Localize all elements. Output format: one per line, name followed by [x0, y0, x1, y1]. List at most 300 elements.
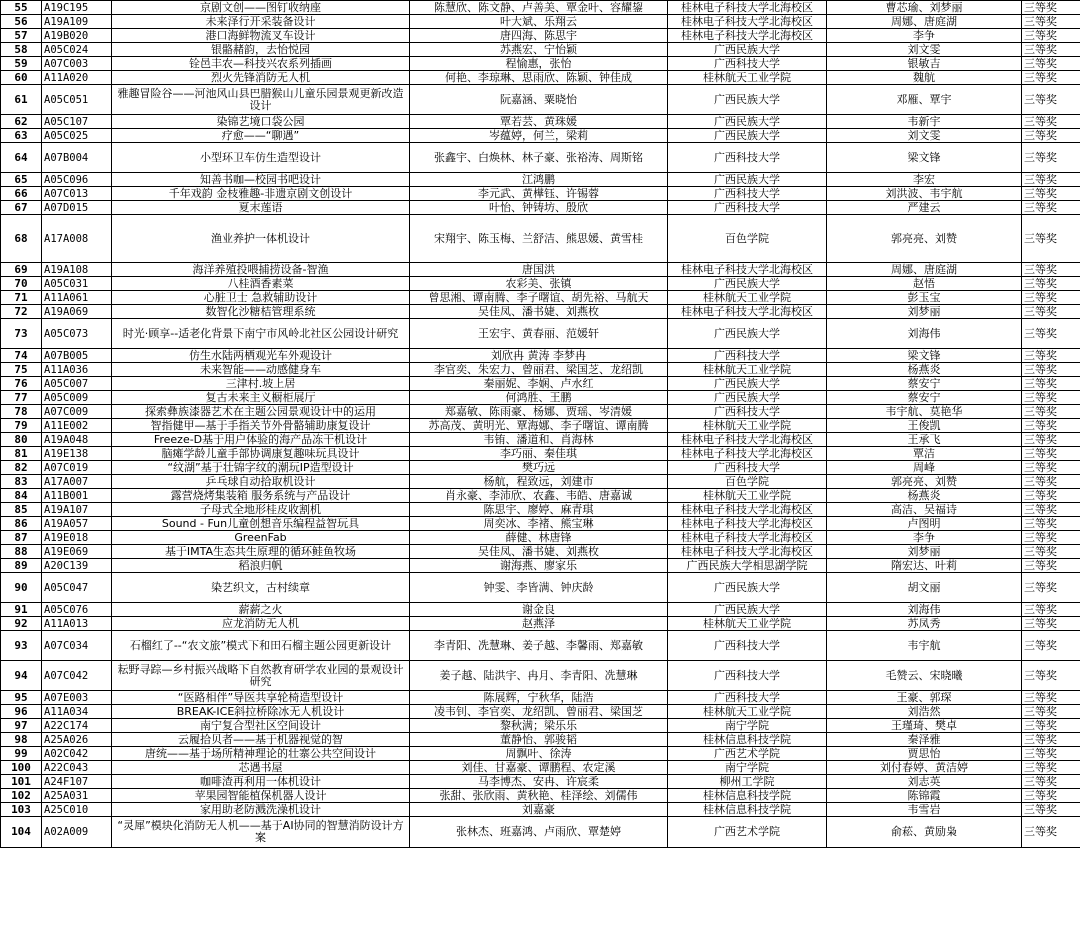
row-number-cell: 83 [1, 475, 42, 489]
advisor-names-cell: 邓雁、覃宇 [827, 85, 1022, 115]
advisor-names-cell: 蔡安宁 [827, 377, 1022, 391]
entry-code-cell: A05C073 [42, 319, 112, 349]
row-number-cell: 73 [1, 319, 42, 349]
row-number-cell: 98 [1, 733, 42, 747]
row-number-cell: 97 [1, 719, 42, 733]
row-number-cell: 61 [1, 85, 42, 115]
advisor-names-cell: 梁文锋 [827, 349, 1022, 363]
row-number-cell: 62 [1, 115, 42, 129]
entry-title-cell: 疗愈——“聊遇” [112, 129, 410, 143]
award-level-cell: 三等奖 [1022, 291, 1080, 305]
entry-title-cell: 银骼赭韵，去怡悦园 [112, 43, 410, 57]
team-members-cell: 李巧丽、秦佳琪 [410, 447, 668, 461]
school-name-cell: 桂林航天工业学院 [668, 419, 827, 433]
advisor-names-cell: 银敏吉 [827, 57, 1022, 71]
team-members-cell: 刘佳、甘嘉豪、谭鹏程、农定溪 [410, 761, 668, 775]
team-members-cell: 苏高茂、黄明光、覃海娜、李子曙谊、谭南腾 [410, 419, 668, 433]
school-name-cell: 百色学院 [668, 475, 827, 489]
advisor-names-cell: 俞菘、黄励枭 [827, 817, 1022, 848]
school-name-cell: 广西民族大学 [668, 603, 827, 617]
award-level-cell: 三等奖 [1022, 201, 1080, 215]
award-level-cell: 三等奖 [1022, 363, 1080, 377]
advisor-names-cell: 李宏 [827, 173, 1022, 187]
entry-title-cell: 海洋养殖投喂捕捞设备-智渔 [112, 263, 410, 277]
entry-code-cell: A25A031 [42, 789, 112, 803]
award-level-cell: 三等奖 [1022, 447, 1080, 461]
team-members-cell: 叶大斌、乐翔云 [410, 15, 668, 29]
award-level-cell: 三等奖 [1022, 559, 1080, 573]
entry-title-cell: 染艺织文，古村续章 [112, 573, 410, 603]
team-members-cell: 刘嘉豪 [410, 803, 668, 817]
entry-code-cell: A19B020 [42, 29, 112, 43]
entry-title-cell: 渔业养护一体机设计 [112, 215, 410, 263]
award-level-cell: 三等奖 [1022, 661, 1080, 691]
team-members-cell: 陈展辉，宁秋华，陆浩 [410, 691, 668, 705]
award-level-cell: 三等奖 [1022, 115, 1080, 129]
entry-title-cell: 雅趣冒险谷——河池风山县巴腊猴山儿童乐园景观更新改造设计 [112, 85, 410, 115]
row-number-cell: 95 [1, 691, 42, 705]
entry-code-cell: A05C007 [42, 377, 112, 391]
advisor-names-cell: 杨燕炎 [827, 489, 1022, 503]
entry-title-cell: 仿生水陆两栖观光车外观设计 [112, 349, 410, 363]
entry-code-cell: A07E003 [42, 691, 112, 705]
advisor-names-cell: 周峰 [827, 461, 1022, 475]
entry-code-cell: A05C047 [42, 573, 112, 603]
table-row [1, 377, 1080, 391]
entry-title-cell: 烈火先锋消防无人机 [112, 71, 410, 85]
entry-title-cell: 复古未来主义橱柜展厅 [112, 391, 410, 405]
award-level-cell: 三等奖 [1022, 405, 1080, 419]
entry-title-cell: “医路相伴”导医共享轮椅造型设计 [112, 691, 410, 705]
table-row [1, 617, 1080, 631]
table-row [1, 363, 1080, 377]
entry-code-cell: A20C139 [42, 559, 112, 573]
award-level-cell: 三等奖 [1022, 305, 1080, 319]
award-level-cell: 三等奖 [1022, 747, 1080, 761]
entry-code-cell: A11A013 [42, 617, 112, 631]
entry-title-cell: 知善书咖—校园书吧设计 [112, 173, 410, 187]
school-name-cell: 桂林航天工业学院 [668, 705, 827, 719]
team-members-cell: 张林杰、班嘉鸿、卢雨欣、覃楚婷 [410, 817, 668, 848]
row-number-cell: 101 [1, 775, 42, 789]
school-name-cell: 广西科技大学 [668, 187, 827, 201]
school-name-cell: 广西民族大学 [668, 391, 827, 405]
team-members-cell: 唐四海、陈思宇 [410, 29, 668, 43]
school-name-cell: 桂林电子科技大学北海校区 [668, 545, 827, 559]
school-name-cell: 桂林电子科技大学北海校区 [668, 29, 827, 43]
entry-title-cell: “灵犀”模块化消防无人机——基于AI协同的智慧消防设计方案 [112, 817, 410, 848]
advisor-names-cell: 刘洪波、韦宇航 [827, 187, 1022, 201]
table-row [1, 489, 1080, 503]
entry-code-cell: A17A007 [42, 475, 112, 489]
school-name-cell: 广西民族大学 [668, 319, 827, 349]
team-members-cell: 周奕冰、李褚、熊宝琳 [410, 517, 668, 531]
row-number-cell: 87 [1, 531, 42, 545]
entry-title-cell: 咖啡渣再利用一体机设计 [112, 775, 410, 789]
school-name-cell: 桂林电子科技大学北海校区 [668, 305, 827, 319]
entry-title-cell: 稻浪归帆 [112, 559, 410, 573]
award-level-cell: 三等奖 [1022, 57, 1080, 71]
school-name-cell: 桂林航天工业学院 [668, 363, 827, 377]
school-name-cell: 桂林电子科技大学北海校区 [668, 1, 827, 15]
row-number-cell: 78 [1, 405, 42, 419]
table-row [1, 517, 1080, 531]
table-row [1, 747, 1080, 761]
school-name-cell: 广西民族大学 [668, 129, 827, 143]
advisor-names-cell: 刘文雯 [827, 129, 1022, 143]
entry-title-cell: BREAK-ICE斜拉桥除冰无人机设计 [112, 705, 410, 719]
advisor-names-cell: 刘付春婷、黄洁婷 [827, 761, 1022, 775]
team-members-cell: 程愉惠，张怡 [410, 57, 668, 71]
row-number-cell: 55 [1, 1, 42, 15]
award-level-cell: 三等奖 [1022, 1, 1080, 15]
entry-title-cell: 时光·顾享--适老化背景下南宁市风岭北社区公园设计研究 [112, 319, 410, 349]
table-row [1, 691, 1080, 705]
entry-code-cell: A19A048 [42, 433, 112, 447]
school-name-cell: 广西民族大学相思湖学院 [668, 559, 827, 573]
team-members-cell: 刘欣冉 黄涛 李梦冉 [410, 349, 668, 363]
award-level-cell: 三等奖 [1022, 573, 1080, 603]
team-members-cell: 何鸿胜、王鹏 [410, 391, 668, 405]
entry-title-cell: 基于IMTA生态共生原理的循环鲑鱼牧场 [112, 545, 410, 559]
entry-code-cell: A07C013 [42, 187, 112, 201]
entry-code-cell: A11A061 [42, 291, 112, 305]
row-number-cell: 57 [1, 29, 42, 43]
row-number-cell: 92 [1, 617, 42, 631]
school-name-cell: 百色学院 [668, 215, 827, 263]
team-members-cell: 李青阳、冼慧琳、姜子越、李馨雨、郑嘉敏 [410, 631, 668, 661]
entry-code-cell: A05C107 [42, 115, 112, 129]
entry-code-cell: A07C042 [42, 661, 112, 691]
award-level-cell: 三等奖 [1022, 817, 1080, 848]
entry-title-cell: 港口海鲜物流叉车设计 [112, 29, 410, 43]
row-number-cell: 59 [1, 57, 42, 71]
row-number-cell: 74 [1, 349, 42, 363]
table-row [1, 201, 1080, 215]
advisor-names-cell: 周娜、唐庭湖 [827, 15, 1022, 29]
row-number-cell: 102 [1, 789, 42, 803]
entry-title-cell: 乒乓球自动拾取机设计 [112, 475, 410, 489]
table-row [1, 1, 1080, 15]
entry-title-cell: 云履拾贝者——基于机器视觉的智 [112, 733, 410, 747]
school-name-cell: 广西民族大学 [668, 115, 827, 129]
row-number-cell: 65 [1, 173, 42, 187]
advisor-names-cell: 刘浩然 [827, 705, 1022, 719]
school-name-cell: 桂林信息科技学院 [668, 789, 827, 803]
team-members-cell: 周飘叶、徐涛 [410, 747, 668, 761]
team-members-cell: 钟雯、李皆满、钟庆龄 [410, 573, 668, 603]
row-number-cell: 75 [1, 363, 42, 377]
team-members-cell: 何艳、李琼琳、思雨欣、陈颖、钟佳成 [410, 71, 668, 85]
entry-code-cell: A05C076 [42, 603, 112, 617]
entry-title-cell: 染锦艺境口袋公园 [112, 115, 410, 129]
team-members-cell: 赵燕泽 [410, 617, 668, 631]
entry-code-cell: A19A109 [42, 15, 112, 29]
entry-code-cell: A19A057 [42, 517, 112, 531]
table-row [1, 173, 1080, 187]
team-members-cell: 曾思湘、谭南腾、李子曙谊、胡先裕、马航天 [410, 291, 668, 305]
table-row [1, 705, 1080, 719]
entry-title-cell: 脑瘫学龄儿童手部协调康复趣味玩具设计 [112, 447, 410, 461]
award-level-cell: 三等奖 [1022, 71, 1080, 85]
school-name-cell: 桂林电子科技大学北海校区 [668, 15, 827, 29]
award-level-cell: 三等奖 [1022, 691, 1080, 705]
entry-title-cell: 南宁复合型社区空间设计 [112, 719, 410, 733]
team-members-cell: 李元武、黄樺钰、许锡蓉 [410, 187, 668, 201]
entry-code-cell: A05C051 [42, 85, 112, 115]
award-level-cell: 三等奖 [1022, 617, 1080, 631]
entry-code-cell: A07D015 [42, 201, 112, 215]
row-number-cell: 76 [1, 377, 42, 391]
entry-title-cell: 铨邑丰农—科技兴农系列插画 [112, 57, 410, 71]
advisor-names-cell: 杨燕炎 [827, 363, 1022, 377]
table-row [1, 305, 1080, 319]
team-members-cell: 马李博杰、安冉、许宸柔 [410, 775, 668, 789]
award-level-cell: 三等奖 [1022, 475, 1080, 489]
row-number-cell: 82 [1, 461, 42, 475]
row-number-cell: 91 [1, 603, 42, 617]
entry-title-cell: 露营烧烤集装箱 服务系统与产品设计 [112, 489, 410, 503]
table-row [1, 775, 1080, 789]
advisor-names-cell: 刘海伟 [827, 603, 1022, 617]
school-name-cell: 广西艺术学院 [668, 747, 827, 761]
table-row [1, 277, 1080, 291]
school-name-cell: 桂林电子科技大学北海校区 [668, 433, 827, 447]
entry-code-cell: A05C009 [42, 391, 112, 405]
table-row [1, 115, 1080, 129]
team-members-cell: 王宏宇、黄春丽、范媛轩 [410, 319, 668, 349]
school-name-cell: 南宁学院 [668, 761, 827, 775]
award-level-cell: 三等奖 [1022, 129, 1080, 143]
row-number-cell: 68 [1, 215, 42, 263]
entry-title-cell: 家用助老防溅洗澡机设计 [112, 803, 410, 817]
award-level-cell: 三等奖 [1022, 789, 1080, 803]
entry-code-cell: A05C096 [42, 173, 112, 187]
row-number-cell: 93 [1, 631, 42, 661]
entry-code-cell: A11E002 [42, 419, 112, 433]
advisor-names-cell: 刘志英 [827, 775, 1022, 789]
award-level-cell: 三等奖 [1022, 43, 1080, 57]
entry-title-cell: 三津村.坡上居 [112, 377, 410, 391]
team-members-cell: 覃若芸、黄珠媛 [410, 115, 668, 129]
school-name-cell: 桂林信息科技学院 [668, 803, 827, 817]
award-level-cell: 三等奖 [1022, 215, 1080, 263]
table-row [1, 733, 1080, 747]
advisor-names-cell: 韦宇航 [827, 631, 1022, 661]
table-row [1, 349, 1080, 363]
team-members-cell: 叶怡、钟铸坊、殷欣 [410, 201, 668, 215]
advisor-names-cell: 曹芯瑜、刘梦丽 [827, 1, 1022, 15]
table-row [1, 291, 1080, 305]
row-number-cell: 67 [1, 201, 42, 215]
award-level-cell: 三等奖 [1022, 173, 1080, 187]
team-members-cell: 郑嘉敏、陈雨豪、杨娜、贾瑶、岑清媛 [410, 405, 668, 419]
school-name-cell: 南宁学院 [668, 719, 827, 733]
table-row [1, 559, 1080, 573]
award-level-cell: 三等奖 [1022, 517, 1080, 531]
row-number-cell: 69 [1, 263, 42, 277]
entry-title-cell: 数智化沙糖桔管理系统 [112, 305, 410, 319]
school-name-cell: 广西民族大学 [668, 277, 827, 291]
award-level-cell: 三等奖 [1022, 433, 1080, 447]
school-name-cell: 广西科技大学 [668, 405, 827, 419]
team-members-cell: 宋翔宇、陈玉梅、兰舒洁、熊思媛、黄雪桂 [410, 215, 668, 263]
team-members-cell: 樊巧远 [410, 461, 668, 475]
table-row [1, 391, 1080, 405]
row-number-cell: 99 [1, 747, 42, 761]
entry-code-cell: A19E018 [42, 531, 112, 545]
advisor-names-cell: 王俊凯 [827, 419, 1022, 433]
row-number-cell: 90 [1, 573, 42, 603]
entry-title-cell: 子母式全地形桂皮收割机 [112, 503, 410, 517]
entry-code-cell: A19A069 [42, 305, 112, 319]
school-name-cell: 广西民族大学 [668, 573, 827, 603]
table-row [1, 661, 1080, 691]
advisor-names-cell: 覃洁 [827, 447, 1022, 461]
entry-title-cell: Sound - Fun儿童创想音乐编程益智玩具 [112, 517, 410, 531]
advisor-names-cell: 刘海伟 [827, 319, 1022, 349]
entry-code-cell: A02C042 [42, 747, 112, 761]
award-level-cell: 三等奖 [1022, 277, 1080, 291]
team-members-cell: 吴佳凤、潘书婕、刘燕枚 [410, 545, 668, 559]
school-name-cell: 广西民族大学 [668, 377, 827, 391]
school-name-cell: 桂林航天工业学院 [668, 489, 827, 503]
entry-code-cell: A24F107 [42, 775, 112, 789]
team-members-cell: 江鸿鹏 [410, 173, 668, 187]
school-name-cell: 广西民族大学 [668, 173, 827, 187]
award-level-cell: 三等奖 [1022, 419, 1080, 433]
award-level-cell: 三等奖 [1022, 391, 1080, 405]
entry-title-cell: 耘野寻踪—乡村振兴战略下自然教育研学农业园的景观设计研究 [112, 661, 410, 691]
row-number-cell: 89 [1, 559, 42, 573]
team-members-cell: 张甜、张欣雨、黄秋艳、桂泽绘、刘儒伟 [410, 789, 668, 803]
table-row [1, 405, 1080, 419]
row-number-cell: 66 [1, 187, 42, 201]
row-number-cell: 63 [1, 129, 42, 143]
entry-title-cell: 夏末莲语 [112, 201, 410, 215]
advisor-names-cell: 韦新宇 [827, 115, 1022, 129]
table-row [1, 85, 1080, 115]
entry-code-cell: A05C031 [42, 277, 112, 291]
advisor-names-cell: 魏航 [827, 71, 1022, 85]
advisor-names-cell: 高洁、吴福诗 [827, 503, 1022, 517]
entry-title-cell: 探索彝族漆器艺术在主题公园景观设计中的运用 [112, 405, 410, 419]
table-row [1, 215, 1080, 263]
row-number-cell: 80 [1, 433, 42, 447]
advisor-names-cell: 周娜、唐庭湖 [827, 263, 1022, 277]
award-level-cell: 三等奖 [1022, 775, 1080, 789]
row-number-cell: 84 [1, 489, 42, 503]
school-name-cell: 广西艺术学院 [668, 817, 827, 848]
row-number-cell: 88 [1, 545, 42, 559]
entry-code-cell: A11A036 [42, 363, 112, 377]
team-members-cell: 陈慧欣、陈文静、卢善美、覃金叶、容耀鋆 [410, 1, 668, 15]
award-level-cell: 三等奖 [1022, 461, 1080, 475]
school-name-cell: 桂林信息科技学院 [668, 733, 827, 747]
advisor-names-cell: 赵悟 [827, 277, 1022, 291]
team-members-cell: 苏燕宏、宁怡颖 [410, 43, 668, 57]
entry-code-cell: A05C024 [42, 43, 112, 57]
team-members-cell: 秦丽妮、李娴、卢水红 [410, 377, 668, 391]
school-name-cell: 桂林航天工业学院 [668, 291, 827, 305]
school-name-cell: 广西民族大学 [668, 85, 827, 115]
school-name-cell: 广西科技大学 [668, 691, 827, 705]
school-name-cell: 柳州工学院 [668, 775, 827, 789]
row-number-cell: 104 [1, 817, 42, 848]
team-members-cell: 凌韦钊、李官奕、龙绍凯、曾丽君、梁国芝 [410, 705, 668, 719]
team-members-cell: 农彩美、张镇 [410, 277, 668, 291]
award-level-cell: 三等奖 [1022, 761, 1080, 775]
table-row [1, 503, 1080, 517]
entry-title-cell: 智指健甲—基于手指关节外骨骼辅助康复设计 [112, 419, 410, 433]
award-level-cell: 三等奖 [1022, 29, 1080, 43]
school-name-cell: 桂林电子科技大学北海校区 [668, 503, 827, 517]
advisor-names-cell: 毛赞云、宋晓曦 [827, 661, 1022, 691]
award-level-cell: 三等奖 [1022, 489, 1080, 503]
table-row [1, 803, 1080, 817]
table-body [1, 1, 1080, 848]
entry-code-cell: A22C174 [42, 719, 112, 733]
entry-code-cell: A19C195 [42, 1, 112, 15]
award-level-cell: 三等奖 [1022, 719, 1080, 733]
team-members-cell: 姜子越、陆洪宇、冉月、李青阳、冼慧琳 [410, 661, 668, 691]
entry-title-cell: 芯遇书屋 [112, 761, 410, 775]
team-members-cell: 董静怡、郭骏韬 [410, 733, 668, 747]
row-number-cell: 70 [1, 277, 42, 291]
team-members-cell: 阮嘉涵、粟晓怡 [410, 85, 668, 115]
advisor-names-cell: 梁文锋 [827, 143, 1022, 173]
advisor-names-cell: 刘文雯 [827, 43, 1022, 57]
entry-code-cell: A19A108 [42, 263, 112, 277]
entry-code-cell: A07C003 [42, 57, 112, 71]
table-row [1, 531, 1080, 545]
table-row [1, 29, 1080, 43]
award-level-cell: 三等奖 [1022, 733, 1080, 747]
advisor-names-cell: 胡文丽 [827, 573, 1022, 603]
entry-title-cell: 应龙消防无人机 [112, 617, 410, 631]
table-row [1, 15, 1080, 29]
row-number-cell: 58 [1, 43, 42, 57]
advisor-names-cell: 李争 [827, 29, 1022, 43]
award-level-cell: 三等奖 [1022, 503, 1080, 517]
school-name-cell: 广西科技大学 [668, 349, 827, 363]
award-level-cell: 三等奖 [1022, 531, 1080, 545]
entry-code-cell: A25A026 [42, 733, 112, 747]
school-name-cell: 桂林电子科技大学北海校区 [668, 263, 827, 277]
row-number-cell: 71 [1, 291, 42, 305]
entry-code-cell: A17A008 [42, 215, 112, 263]
table-row [1, 143, 1080, 173]
entry-code-cell: A22C043 [42, 761, 112, 775]
row-number-cell: 94 [1, 661, 42, 691]
row-number-cell: 56 [1, 15, 42, 29]
advisor-names-cell: 贾思怡 [827, 747, 1022, 761]
row-number-cell: 86 [1, 517, 42, 531]
team-members-cell: 岑蕴婷，何兰，梁莉 [410, 129, 668, 143]
team-members-cell: 陈思宇、廖婷、麻青琪 [410, 503, 668, 517]
award-level-cell: 三等奖 [1022, 187, 1080, 201]
table-row [1, 461, 1080, 475]
row-number-cell: 100 [1, 761, 42, 775]
entry-code-cell: A07C009 [42, 405, 112, 419]
table-row [1, 573, 1080, 603]
school-name-cell: 广西科技大学 [668, 201, 827, 215]
school-name-cell: 桂林电子科技大学北海校区 [668, 531, 827, 545]
award-level-cell: 三等奖 [1022, 705, 1080, 719]
table-row [1, 433, 1080, 447]
table-row [1, 263, 1080, 277]
entry-code-cell: A07B004 [42, 143, 112, 173]
